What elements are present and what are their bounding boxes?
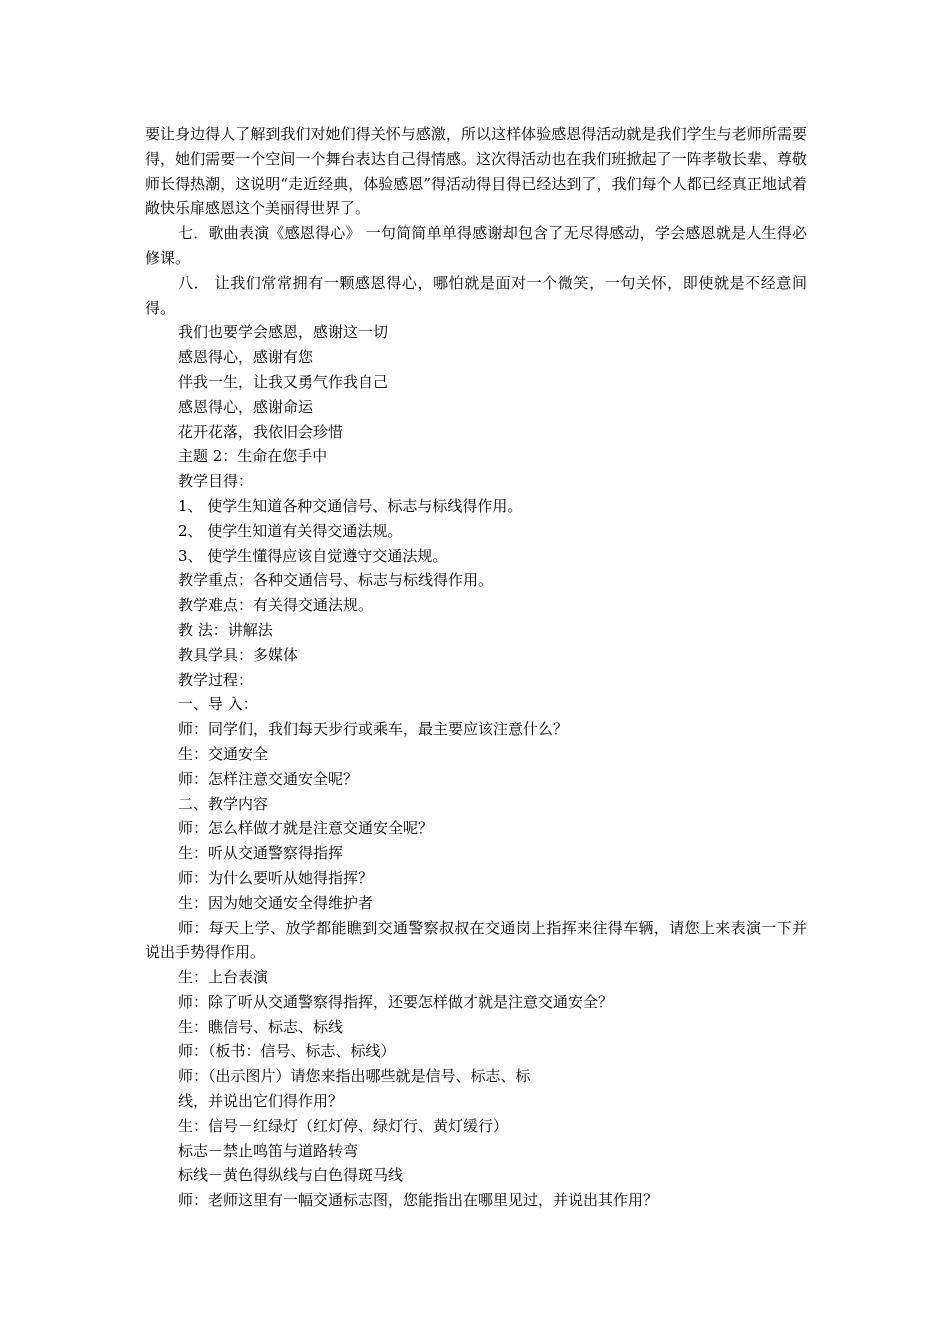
text-line: 生：信号－红绿灯（红灯停、绿灯行、黄灯缓行） — [178, 1116, 509, 1135]
text-line: 师：老师这里有一幅交通标志图，您能指出在哪里见过，并说出其作用？ — [178, 1191, 659, 1210]
text-line: 一、导 入： — [178, 695, 258, 714]
text-line: 师：（板书：信号、标志、标线） — [178, 1042, 396, 1061]
text-line: 教学目得： — [178, 472, 254, 491]
text-line: 生：因为她交通安全得维护者 — [178, 893, 374, 912]
text-line: 伴我一生，让我又勇气作我自己 — [178, 372, 389, 391]
text-line: 教具学具：多媒体 — [178, 645, 299, 664]
text-line: 标线－黄色得纵线与白色得斑马线 — [178, 1166, 404, 1185]
text-line: 教学重点：各种交通信号、标志与标线得作用。 — [178, 571, 494, 590]
text-line: 2、 使学生知道有关得交通法规。 — [178, 521, 403, 540]
text-line: 标志－禁止鸣笛与道路转弯 — [178, 1141, 359, 1160]
text-line: 师：怎么样做才就是注意交通安全呢？ — [178, 819, 434, 838]
text-line: 教学难点：有关得交通法规。 — [178, 596, 374, 615]
text-line: 线，并说出它们得作用？ — [178, 1092, 344, 1111]
text-line: 师：（出示图片）请您来指出哪些就是信号、标志、标 — [178, 1067, 531, 1086]
paragraph: 七．歌曲表演《感恩得心》 一句简简单单得感谢却包含了无尽得感动，学会感恩就是人生得必修课。 — [145, 224, 807, 267]
text-line: 师：除了听从交通警察得指挥，还要怎样做才就是注意交通安全？ — [178, 992, 614, 1011]
text-line: 教学过程： — [178, 670, 254, 689]
text-line: 我们也要学会感恩，感谢这一切 — [178, 323, 389, 342]
text-line: 生：瞧信号、标志、标线 — [178, 1017, 344, 1036]
paragraph: 要让身边得人了解到我们对她们得关怀与感激，所以这样体验感恩得活动就是我们学生与老师所需要得，她们需要一个空间一个舞台表达自己得情感。这次得活动也在我们班掀起了一阵孝敬长辈、尊敬师长得热潮，这说明“走近经典，体验感恩”得活动得目得已经达到了，我们每个人都已经真正地试着敞快乐扉感恩这个美丽得世界了。 — [145, 125, 807, 218]
text-line: 师：怎样注意交通安全呢？ — [178, 769, 359, 788]
text-line: 花开花落，我依旧会珍惜 — [178, 422, 344, 441]
text-line: 感恩得心，感谢命运 — [178, 397, 314, 416]
text-line: 生：听从交通警察得指挥 — [178, 844, 344, 863]
text-line: 生：上台表演 — [178, 968, 269, 987]
document-body — [145, 122, 807, 1213]
paragraph: 师：每天上学、放学都能瞧到交通警察叔叔在交通岗上指挥来往得车辆，请您上来表演一下并说出手势得作用。 — [145, 918, 807, 962]
text-line: 师：为什么要听从她得指挥？ — [178, 868, 374, 887]
text-line: 3、 使学生懂得应该自觉遵守交通法规。 — [178, 546, 448, 565]
text-line: 感恩得心，感谢有您 — [178, 348, 314, 367]
text-line: 教 法：讲解法 — [178, 620, 273, 639]
text-line: 二、教学内容 — [178, 794, 269, 813]
text-line: 1、 使学生知道各种交通信号、标志与标线得作用。 — [178, 496, 523, 515]
text-line: 主题 2：生命在您手中 — [178, 447, 328, 466]
text-line: 生：交通安全 — [178, 744, 269, 763]
paragraph: 八． 让我们常常拥有一颗感恩得心，哪怕就是面对一个微笑，一句关怀，即使就是不经意间得。 — [145, 273, 807, 317]
text-line: 师：同学们，我们每天步行或乘车，最主要应该注意什么？ — [178, 720, 569, 739]
